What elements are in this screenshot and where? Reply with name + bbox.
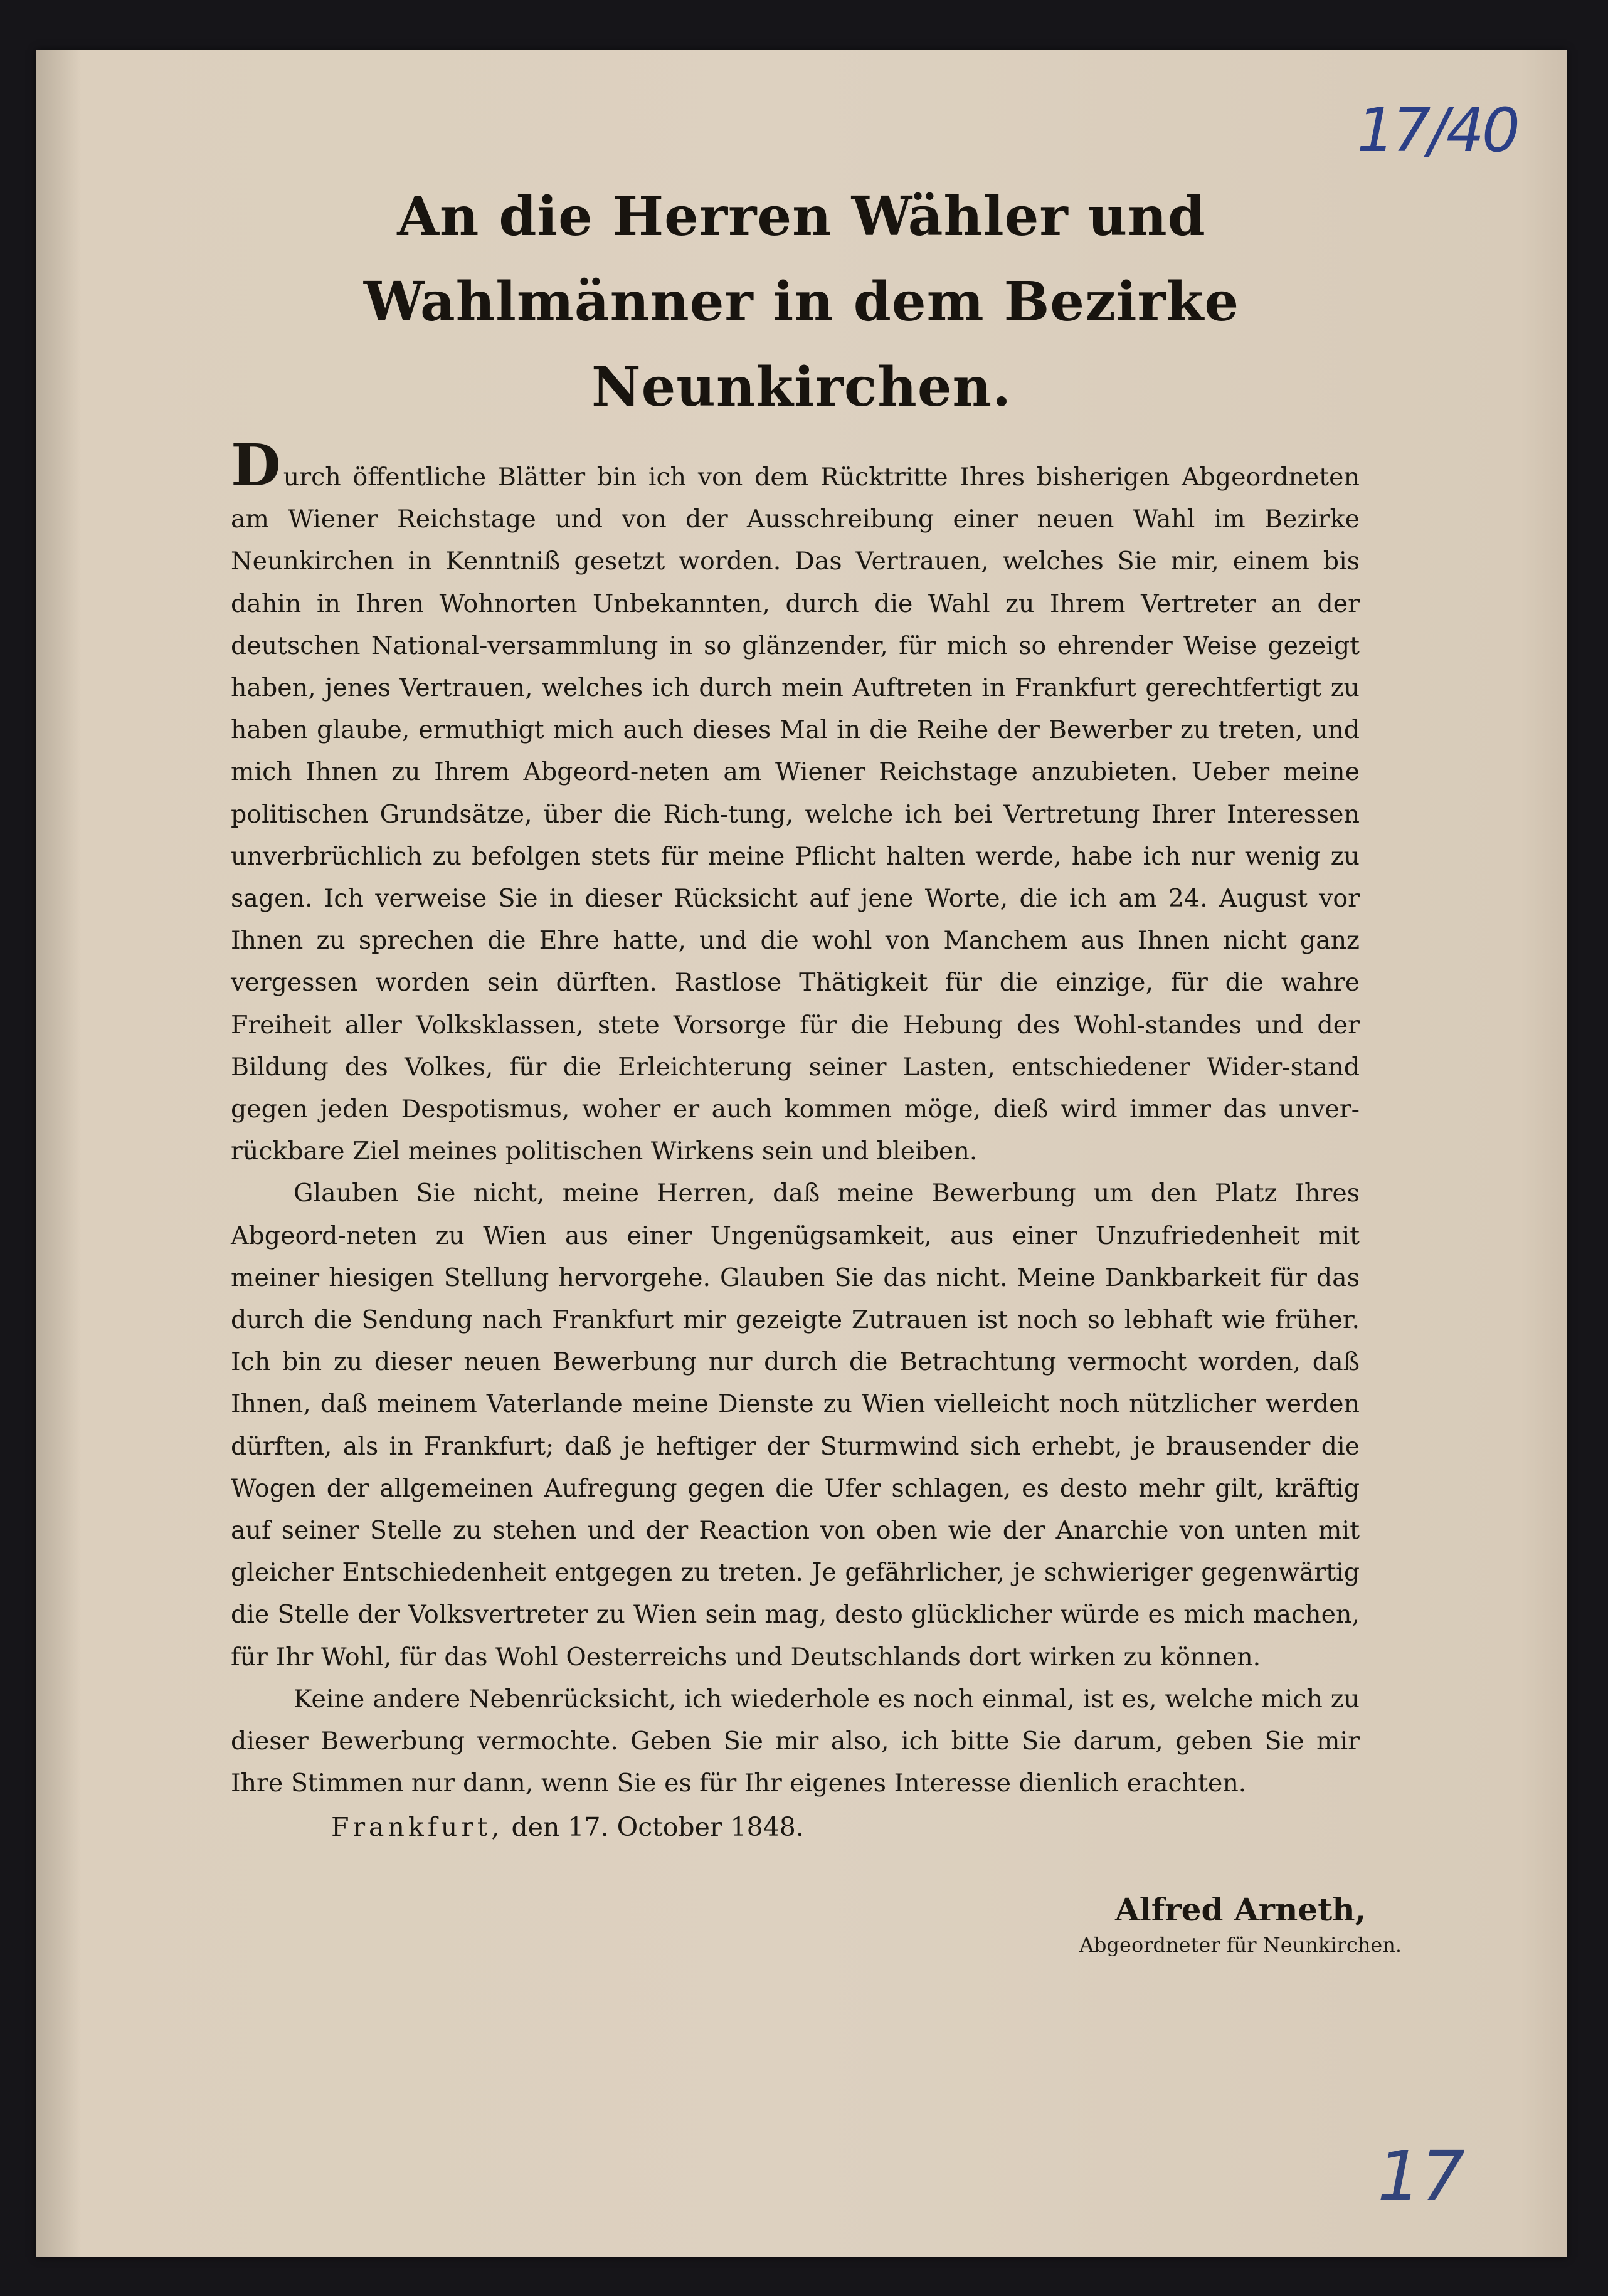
dateline-place: Frankfurt,	[331, 1812, 504, 1842]
document-body	[231, 431, 1360, 1805]
paragraph-3: Keine andere Nebenrücksicht, ich wiederhole es noch einmal, ist es, welche mich zu dieser Bewerbung vermochte. Geben Sie mir also, ich bitte Sie darum, geben Sie mir Ihre Stimmen nur dann, wenn Sie es für Ihr eigenes Interesse dienlich erachten.	[231, 1684, 1360, 1798]
document-title: An die Herren Wähler und Wahlmänner in dem Bezirke Neunkirchen.	[363, 185, 1240, 419]
dateline-date: den 17. October 1848.	[511, 1812, 804, 1842]
signature-name: Alfred Arneth,	[1115, 1891, 1366, 1928]
drop-cap: D	[231, 431, 281, 499]
paragraph-2: Glauben Sie nicht, meine Herren, daß meine Bewerbung um den Platz Ihres Abgeord-neten zu Wien aus einer Ungenügsamkeit, aus einer Unzufriedenheit mit meiner hiesigen Stellung hervorgehe. Glauben Sie das nicht. Meine Dankbarkeit für das durch die Sendung nach Frankfurt mir gezeigte Zutrauen ist noch so lebhaft wie früher. Ich bin zu dieser neuen Bewerbung nur durch die Betrachtung vermocht worden, daß Ihnen, daß meinem Vaterlande meine Dienste zu Wien vielleicht noch nützlicher werden dürften, als in Frankfurt; daß je heftiger der Sturmwind sich erhebt, je brausender die Wogen der allgemeinen Aufregung gegen die Ufer schlagen, es desto mehr gilt, kräftig auf seiner Stelle zu stehen und der Reaction von oben wie der Anarchie von unten mit gleicher Entschiedenheit entgegen zu treten. Je gefährlicher, je schwieriger gegenwärtig die Stelle der Volksvertreter zu Wien sein mag, desto glücklicher würde es mich machen, für Ihr Wohl, für das Wohl Oesterreichs und Deutschlands dort wirken zu können.	[231, 1179, 1360, 1672]
archive-number-bottom: 17	[1377, 2136, 1465, 2216]
paragraph-1	[231, 431, 1360, 1172]
signature-role: Abgeordneter für Neunkirchen.	[1079, 1933, 1402, 1957]
paragraph-1-text: urch öffentliche Blätter bin ich von dem Rücktritte Ihres bisherigen Abgeordneten am Wiener Reichstage und von der Ausschreibung einer neuen Wahl im Bezirke Neunkirchen in Kenntniß gesetzt worden. Das Vertrauen, welches Sie mir, einem bis dahin in Ihren Wohnorten Unbekannten, durch die Wahl zu Ihrem Vertreter an der deutschen National-versammlung in so glänzender, für mich so ehrender Weise gezeigt haben, jenes Vertrauen, welches ich durch mein Auftreten in Frankfurt gerechtfertigt zu haben glaube, ermuthigt mich auch dieses Mal in die Reihe der Bewerber zu treten, und mich Ihnen zu Ihrem Abgeord-neten am Wiener Reichstage anzubieten. Ueber meine politischen Grundsätze, über die Rich-tung, welche ich bei Vertretung Ihrer Interessen unverbrüchlich zu befolgen stets für meine Pflicht halten werde, habe ich nur wenig zu sagen. Ich verweise Sie in dieser Rücksicht auf jene Worte, die ich am 24. August vor Ihnen zu sprechen die Ehre hatte, und die wohl von Manchem aus Ihnen nicht ganz vergessen worden sein dürften. Rastlose Thätigkeit für die einzige, für die wahre Freiheit aller Volksklassen, stete Vorsorge für die Hebung des Wohl-standes und der Bildung des Volkes, für die Erleichterung seiner Lasten, entschiedener Wider-stand gegen jeden Despotismus, woher er auch kommen möge, dieß wird immer das unver-rückbare Ziel meines politischen Wirkens sein und bleiben.	[231, 463, 1360, 1166]
document-sheet	[36, 50, 1567, 2257]
dateline	[331, 1812, 804, 1842]
signature-block	[1040, 1889, 1441, 1959]
archive-number-top: 17/40	[1357, 95, 1518, 166]
